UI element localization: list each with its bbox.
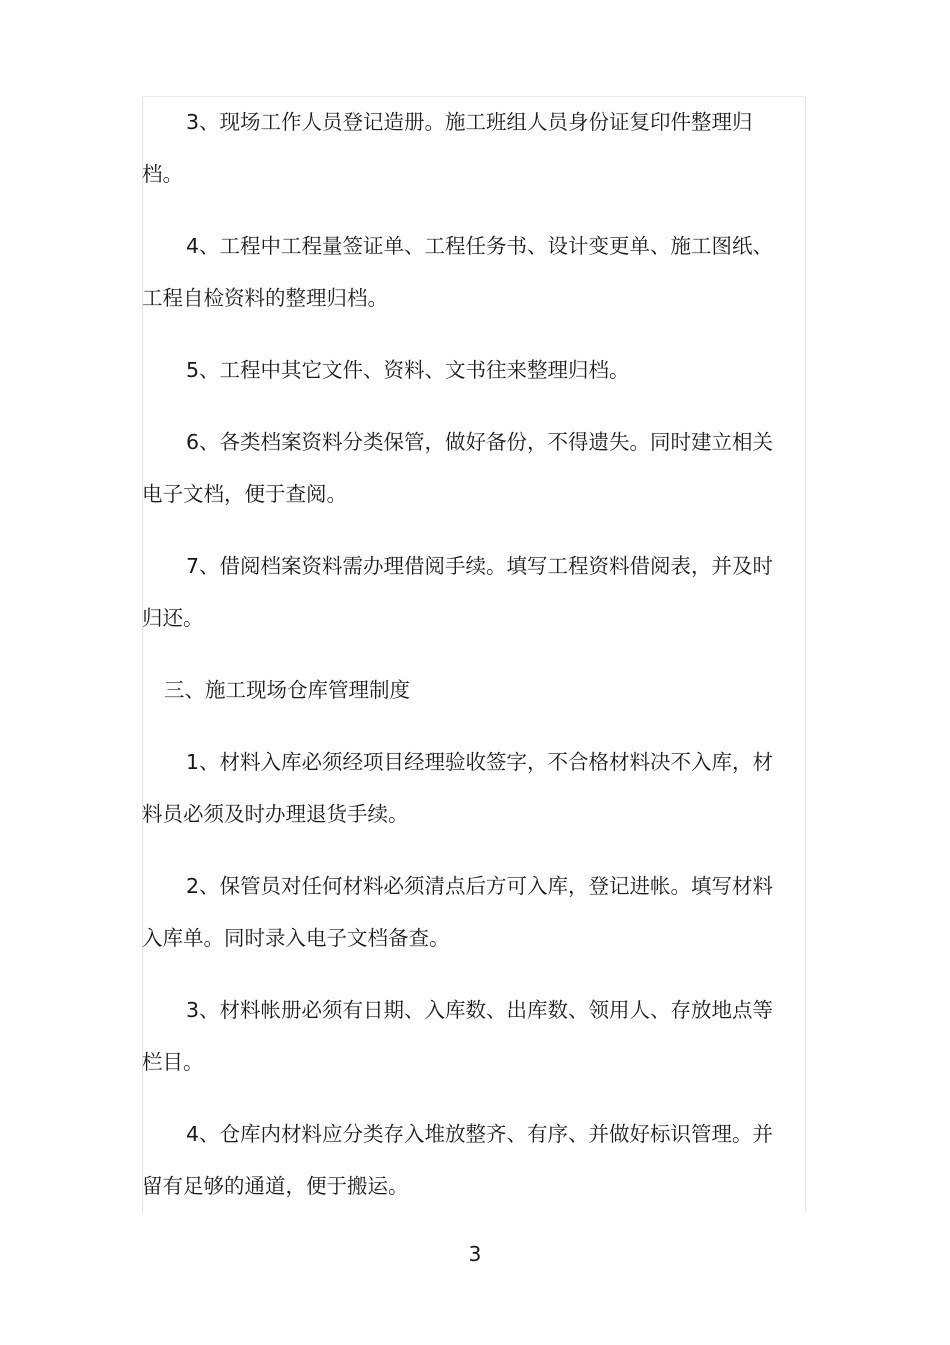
paragraph-warehouse-item-2: 2、保管员对任何材料必须清点后方可入库，登记进帐。填写材料入库单。同时录入电子文档备查。 (142, 874, 774, 950)
paragraph-archive-item-7: 7、借阅档案资料需办理借阅手续。填写工程资料借阅表，并及时归还。 (142, 554, 774, 630)
document-body (142, 96, 778, 1232)
paragraph-warehouse-item-3: 3、材料帐册必须有日期、入库数、出库数、领用人、存放地点等栏目。 (142, 998, 774, 1074)
paragraph-warehouse-item-1: 1、材料入库必须经项目经理验收签字，不合格材料决不入库，材料员必须及时办理退货手续。 (142, 750, 774, 826)
paragraph-warehouse-item-4: 4、仓库内材料应分类存入堆放整齐、有序、并做好标识管理。并留有足够的通道，便于搬运。 (142, 1122, 774, 1198)
paragraph-archive-item-4: 4、工程中工程量签证单、工程任务书、设计变更单、施工图纸、工程自检资料的整理归档。 (142, 234, 774, 310)
page-number: 3 (468, 1242, 482, 1266)
section-heading-warehouse: 三、施工现场仓库管理制度 (164, 678, 410, 702)
paragraph-archive-item-3: 3、现场工作人员登记造册。施工班组人员身份证复印件整理归档。 (142, 110, 753, 186)
paragraph-archive-item-5: 5、工程中其它文件、资料、文书往来整理归档。 (186, 358, 630, 382)
paragraph-archive-item-6: 6、各类档案资料分类保管，做好备份，不得遗失。同时建立相关电子文档，便于查阅。 (142, 430, 774, 506)
